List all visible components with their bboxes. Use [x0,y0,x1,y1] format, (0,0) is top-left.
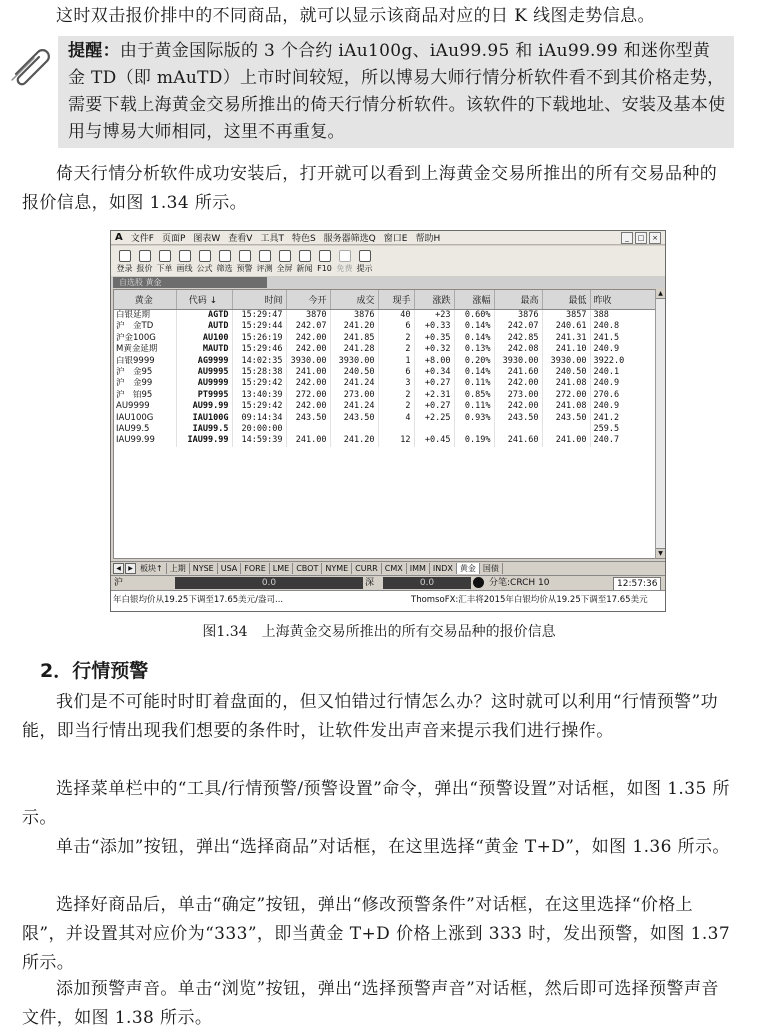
toolbar-label: 评测 [256,264,273,273]
quote-value-cell: 241.00 [286,435,330,446]
quote-value-cell: +0.27 [414,378,454,389]
table-row[interactable] [114,378,656,389]
quote-value-cell: 13:40:39 [232,390,286,401]
status-sh-value: 0.0 [175,577,363,589]
quote-value-cell: 241.5 [590,333,656,344]
quote-value-cell: 3870 [286,310,330,322]
column-header[interactable]: 时间 [232,290,286,310]
quote-value-cell: 241.60 [494,435,542,446]
quote-value-cell: 242.85 [494,333,542,344]
toolbar-label: 新闻 [296,264,313,273]
market-tab[interactable]: 黄金 [457,563,480,574]
quote-value-cell: 242.00 [286,333,330,344]
toolbar-tip-button[interactable] [355,250,374,276]
toolbar-free-button[interactable] [335,250,354,276]
quote-value-cell: 241.60 [494,367,542,378]
window-controls [621,232,661,244]
quote-value-cell: 0.19% [454,435,494,446]
quote-value-cell: 241.00 [542,435,590,446]
menu-item-file[interactable]: 文件F [130,234,154,244]
menu-item-features[interactable]: 特色S [291,234,316,244]
quote-value-cell: 241.20 [330,321,378,332]
quote-value-cell: 241.24 [330,378,378,389]
quote-value-cell: 2 [378,401,414,412]
table-header-row [114,290,656,310]
alert-icon [239,250,251,262]
status-clock: 12:57:36 [613,577,661,591]
status-sh-label: 沪 [114,578,124,588]
f10-icon [319,250,331,262]
quote-name-cell: IAU99.5 [114,424,176,435]
column-header[interactable]: 今开 [286,290,330,310]
quote-value-cell: +2.31 [414,390,454,401]
quote-value-cell: 241.20 [330,435,378,446]
quote-value-cell: 273.00 [494,390,542,401]
quote-value-cell: 243.50 [494,413,542,424]
quote-value-cell: 240.61 [542,321,590,332]
close-button[interactable]: × [649,232,661,244]
binoculars-icon [219,250,231,262]
maximize-button[interactable]: □ [635,232,647,244]
quote-value-cell: 240.1 [590,367,656,378]
view-tab-strip [111,277,665,288]
quote-code-cell: PT9995 [176,390,232,401]
tip-body: 由于黄金国际版的 3 个合约 iAu100g、iAu99.95 和 iAu99.99 和迷你型黄金 TD（即 mAuTD）上市时间较短，所以博易大师行情分析软件看不到其价格走势，需要下载上海黄金交易所推出的倚天行情分析软件。该软件的下载地址、安装及基本使用与博易大师相同，这里不再重复。 [68,41,726,142]
column-header[interactable]: 涨幅 [454,290,494,310]
quote-value-cell: 242.00 [286,344,330,355]
toolbar-label: 筛选 [216,264,233,273]
pencil-icon [179,250,191,262]
market-tab[interactable]: 上期 [167,563,190,574]
column-header[interactable]: 最低 [542,290,590,310]
status-code: 分笔:CRCH 10 [489,578,550,588]
toolbar-news-button[interactable] [295,250,314,276]
quote-value-cell: 240.9 [590,344,656,355]
quote-code-cell: AU99.99 [176,401,232,412]
toolbar-label: 登录 [116,264,133,273]
software-screenshot [110,230,666,612]
menu-item-help[interactable]: 帮助H [415,234,441,244]
quote-value-cell: 270.6 [590,390,656,401]
quote-name-cell: M黄金延期 [114,344,176,355]
quote-name-cell: AU9999 [114,401,176,412]
order-icon [159,250,171,262]
active-view-tab[interactable]: 自选股 黄金 [113,277,267,288]
status-sz-value: 0.0 [383,577,471,589]
quote-name-cell: 白银9999 [114,356,176,367]
quote-value-cell: 0.20% [454,356,494,367]
quote-value-cell: 0.13% [454,344,494,355]
quote-value-cell: 3930.00 [286,356,330,367]
quote-code-cell: MAUTD [176,344,232,355]
quote-value-cell: 240.8 [590,321,656,332]
status-indicator-icon [473,577,484,588]
table-row[interactable] [114,310,656,322]
quote-value-cell: 241.08 [542,401,590,412]
quote-value-cell: 388 [590,310,656,322]
toolbar-label: 下单 [156,264,173,273]
toolbar-f10-button[interactable] [315,250,334,276]
quote-value-cell: 3876 [330,310,378,322]
market-tab[interactable]: LME [270,563,293,574]
figure-caption: 图1.34 上海黄金交易所推出的所有交易品种的报价信息 [202,624,556,640]
tab-scroll-right-icon[interactable]: ▶ [125,563,136,574]
ticker-right[interactable]: ThomsoFX:汇丰将2015年白银均价从19.25下调至17.65美元 [411,595,648,605]
paragraph-alert-sound: 添加预警声音。单击“浏览”按钮，弹出“选择预警声音”对话框，然后即可选择预警声音文件，如图 1.38 所示。 [22,979,719,1028]
news-icon [299,250,311,262]
quote-value-cell: 242.07 [286,321,330,332]
quote-value-cell: +0.33 [414,321,454,332]
quote-value-cell: 15:29:42 [232,401,286,412]
quote-code-cell: AU9999 [176,378,232,389]
quote-value-cell [378,424,414,435]
paragraph-add-button: 单击“添加”按钮，弹出“选择商品”对话框，在这里选择“黄金 T+D”，如图 1.36 所示。 [56,837,730,857]
quote-value-cell: 15:29:44 [232,321,286,332]
quote-value-cell: 243.50 [330,413,378,424]
market-tab[interactable]: 国债 [480,563,503,574]
quote-value-cell: 240.7 [590,435,656,446]
table-row[interactable] [114,413,656,424]
quote-value-cell: 242.00 [286,401,330,412]
quote-value-cell: 0.14% [454,333,494,344]
market-tab[interactable]: NYSE [190,563,218,574]
quote-value-cell: 240.9 [590,401,656,412]
quote-code-cell: AUTD [176,321,232,332]
quote-value-cell: 242.00 [494,378,542,389]
quote-value-cell: 242.08 [494,344,542,355]
quote-code-cell: AU100 [176,333,232,344]
free-icon [339,250,351,262]
quote-value-cell: 15:29:46 [232,344,286,355]
paperclip-icon [8,40,54,86]
quote-value-cell [330,424,378,435]
toolbar [111,246,665,276]
quote-value-cell: 15:29:42 [232,378,286,389]
quote-value-cell: 243.50 [286,413,330,424]
quote-name-cell: 沪 金95 [114,367,176,378]
quote-value-cell: 240.9 [590,378,656,389]
market-tab[interactable]: CURR [352,563,382,574]
quote-code-cell: IAU99.5 [176,424,232,435]
quote-name-cell: 沪金100G [114,333,176,344]
quote-value-cell: 12 [378,435,414,446]
table-row[interactable] [114,321,656,332]
quote-value-cell: 15:29:47 [232,310,286,322]
quote-value-cell: 3876 [494,310,542,322]
paragraph-alert-intro: 我们是不可能时时盯着盘面的，但又怕错过行情怎么办？这时就可以利用“行情预警”功能，即当行情出现我们想要的条件时，让软件发出声音来提示我们进行操作。 [22,692,718,741]
quote-value-cell: 0.14% [454,321,494,332]
table-row[interactable] [114,401,656,412]
table-row[interactable] [114,356,656,367]
quote-code-cell: IAU100G [176,413,232,424]
table-row[interactable] [114,424,656,435]
quote-value-cell: 241.2 [590,413,656,424]
quote-value-cell [454,424,494,435]
quote-value-cell: 6 [378,367,414,378]
column-header[interactable]: 涨跌 [414,290,454,310]
quote-value-cell: 0.11% [454,401,494,412]
toolbar-fullscreen-button[interactable] [275,250,294,276]
quote-value-cell: +0.35 [414,333,454,344]
quote-code-cell: AG9999 [176,356,232,367]
login-icon [119,250,131,262]
menu-item-view[interactable]: 查看V [228,234,253,244]
quote-value-cell: +2.25 [414,413,454,424]
toolbar-label: 全屏 [276,264,293,273]
quote-value-cell: +0.45 [414,435,454,446]
quote-value-cell: 15:26:19 [232,333,286,344]
market-tab[interactable]: IMM [407,563,430,574]
quote-value-cell: 14:59:39 [232,435,286,446]
quote-name-cell: IAU99.99 [114,435,176,446]
market-tab[interactable]: CBOT [293,563,322,574]
market-tab[interactable]: USA [218,563,242,574]
quote-value-cell: 6 [378,321,414,332]
status-sz-label: 深 [365,578,375,588]
quote-name-cell: IAU100G [114,413,176,424]
quote-value-cell: 241.00 [286,367,330,378]
quote-value-cell: 0.85% [454,390,494,401]
table-row[interactable] [114,435,656,446]
quote-value-cell: 3930.00 [542,356,590,367]
status-bar [111,575,665,590]
column-header[interactable]: 黄金 [114,290,176,310]
minimize-button[interactable]: _ [621,232,633,244]
quote-value-cell: 3930.00 [494,356,542,367]
quote-value-cell: 242.00 [286,378,330,389]
evaluate-icon [259,250,271,262]
quote-value-cell: 20:00:00 [232,424,286,435]
quote-value-cell: 273.00 [330,390,378,401]
toolbar-label: 画线 [176,264,193,273]
market-tab[interactable]: NYME [322,563,352,574]
quote-value-cell: 241.31 [542,333,590,344]
quote-value-cell: 242.07 [494,321,542,332]
market-tab[interactable]: FORE [241,563,270,574]
quote-value-cell: 0.93% [454,413,494,424]
quote-value-cell [494,424,542,435]
quote-value-cell: 0.14% [454,367,494,378]
toolbar-login-button[interactable] [115,250,134,276]
column-header[interactable]: 代码 ↓ [176,290,232,310]
toolbar-filter-button[interactable] [215,250,234,276]
tab-scroll-left-icon[interactable]: ◀ [113,563,124,574]
paragraph-menu-command: 选择菜单栏中的“工具/行情预警/预警设置”命令，弹出“预警设置”对话框，如图 1.35 所示。 [22,779,730,828]
quote-value-cell: 240.50 [542,367,590,378]
toolbar-label: F10 [317,264,332,273]
scroll-down-icon[interactable]: ▼ [656,548,665,559]
app-logo-icon: A [115,232,123,243]
quote-name-cell: 沪 铂95 [114,390,176,401]
vertical-scrollbar[interactable] [655,289,665,559]
quote-value-cell [542,424,590,435]
quote-value-cell: 1 [378,356,414,367]
quote-value-cell [286,424,330,435]
quote-value-cell: 14:02:35 [232,356,286,367]
toolbar-formula-button[interactable] [195,250,214,276]
market-tab[interactable]: CMX [382,563,407,574]
paragraph-set-condition: 选择好商品后，单击“确定”按钮，弹出“修改预警条件”对话框，在这里选择“价格上限”，并设置其对应价为“333”，即当黄金 T+D 价格上涨到 333 时，发出预警，如图 1.37 所示。 [22,895,731,973]
quote-value-cell [414,424,454,435]
news-ticker [111,590,665,611]
toolbar-label: 免费 [336,264,353,273]
quote-value-cell: 272.00 [542,390,590,401]
quote-value-cell: 240.50 [330,367,378,378]
quote-value-cell: 3922.0 [590,356,656,367]
toolbar-evaluate-button[interactable] [255,250,274,276]
intro-line: 这时双击报价排中的不同商品，就可以显示该商品对应的日 K 线图走势信息。 [56,6,655,26]
toolbar-label: 提示 [356,264,373,273]
quote-value-cell: 2 [378,390,414,401]
quote-code-cell: IAU99.99 [176,435,232,446]
menu-item-window[interactable]: 窗口E [383,234,408,244]
market-tabs [111,561,665,574]
market-tab[interactable]: INDX [430,563,457,574]
fullscreen-icon [279,250,291,262]
toolbar-label: 公式 [196,264,213,273]
quote-name-cell: 白银延期 [114,310,176,322]
quote-value-cell: 241.28 [330,344,378,355]
quote-code-cell: AGTD [176,310,232,322]
toolbar-alert-button[interactable] [235,250,254,276]
menu-item-tools[interactable]: 工具T [260,234,284,244]
quote-value-cell: +23 [414,310,454,322]
quote-value-cell: 242.00 [494,401,542,412]
quote-value-cell: 2 [378,333,414,344]
menu-item-page[interactable]: 页面P [161,234,186,244]
tip-label: 提醒： [68,41,120,61]
formula-icon [199,250,211,262]
quote-value-cell: 2 [378,344,414,355]
quote-value-cell: 3930.00 [330,356,378,367]
quote-value-cell: 09:14:34 [232,413,286,424]
menu-item-chart[interactable]: 图表W [193,234,221,244]
toolbar-order-button[interactable] [155,250,174,276]
table-row[interactable] [114,390,656,401]
quote-name-cell: 沪 金99 [114,378,176,389]
quote-value-cell: +0.27 [414,401,454,412]
quote-value-cell: +8.00 [414,356,454,367]
menu-bar [111,231,665,245]
scroll-up-icon[interactable]: ▲ [656,289,665,299]
column-header[interactable]: 现手 [378,290,414,310]
quote-value-cell: 3857 [542,310,590,322]
ticker-left[interactable]: 年白银均价从19.25下调至17.65美元/盎司... [113,595,284,605]
quote-value-cell: 241.08 [542,378,590,389]
quote-value-cell: 15:28:38 [232,367,286,378]
quote-value-cell: 241.85 [330,333,378,344]
quote-table [113,289,656,559]
quote-value-cell: 40 [378,310,414,322]
market-tab[interactable]: 板块↑ [137,563,167,574]
quote-value-cell: 0.11% [454,378,494,389]
table-row[interactable] [114,367,656,378]
table-row[interactable] [114,344,656,355]
menu-item-server[interactable]: 服务器筛选Q [323,234,376,244]
quote-icon [139,250,151,262]
toolbar-quote-button[interactable] [135,250,154,276]
help-icon [359,250,371,262]
toolbar-draw-button[interactable] [175,250,194,276]
quote-value-cell: +0.32 [414,344,454,355]
toolbar-label: 预警 [236,264,253,273]
column-header[interactable]: 最高 [494,290,542,310]
tip-box [58,36,734,148]
quote-value-cell: 259.5 [590,424,656,435]
quote-value-cell: 243.50 [542,413,590,424]
quote-value-cell: 241.10 [542,344,590,355]
quote-value-cell: 241.24 [330,401,378,412]
paragraph-install: 倚天行情分析软件成功安装后，打开就可以看到上海黄金交易所推出的所有交易品种的报价信息，如图 1.34 所示。 [22,164,718,213]
toolbar-label: 报价 [136,264,153,273]
quote-value-cell: 4 [378,413,414,424]
section-heading: 2．行情预警 [40,660,149,682]
quote-name-cell: 沪 金TD [114,321,176,332]
quote-value-cell: 3 [378,378,414,389]
table-row[interactable] [114,333,656,344]
quote-value-cell: +0.34 [414,367,454,378]
quote-value-cell: 272.00 [286,390,330,401]
column-header[interactable]: 成交 [330,290,378,310]
column-header[interactable]: 昨收 [590,290,656,310]
quote-code-cell: AU9995 [176,367,232,378]
quote-value-cell: 0.60% [454,310,494,322]
